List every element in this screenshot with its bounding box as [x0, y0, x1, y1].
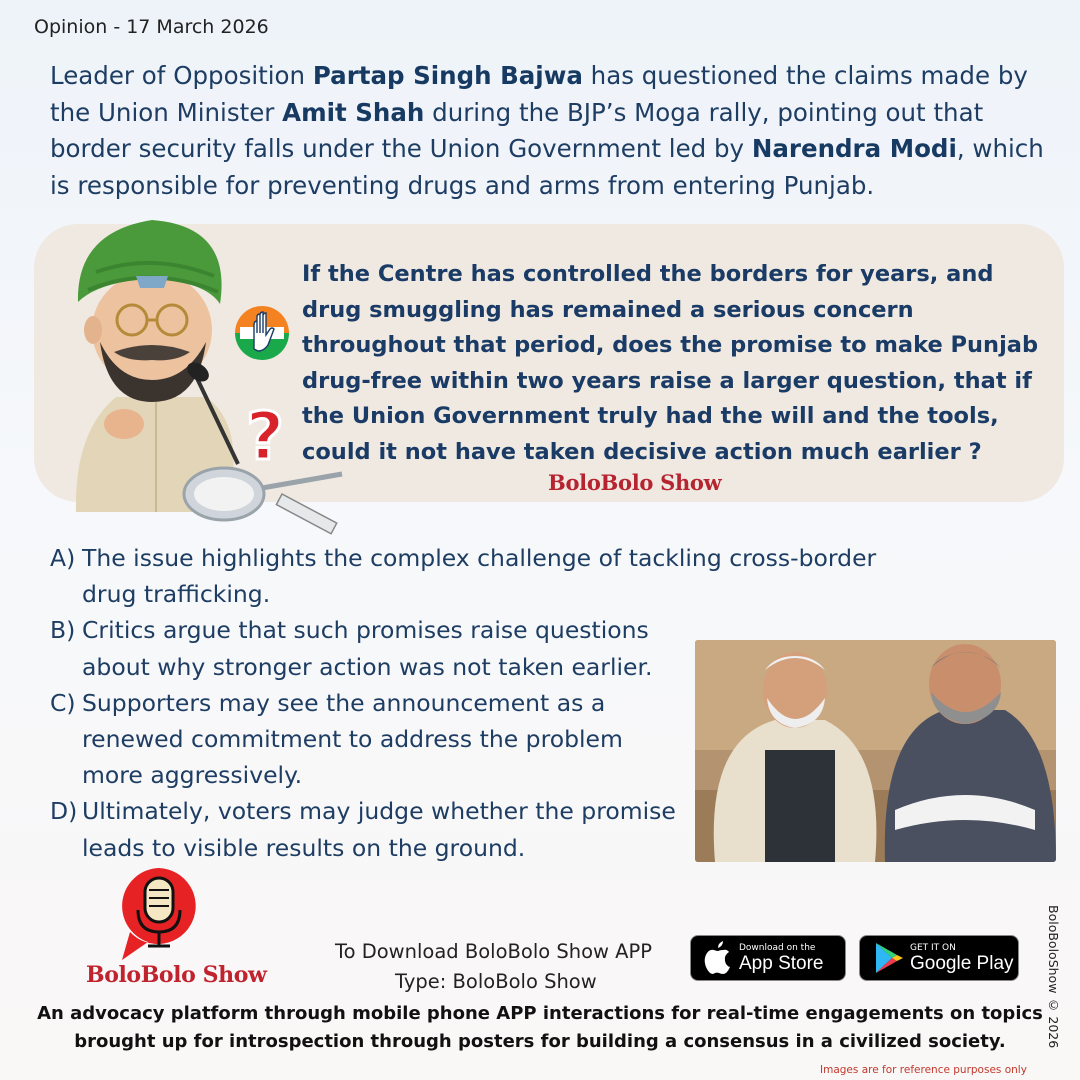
quote-text: If the Centre has controlled the borders for years, and drug smuggling has remained a serious concern throughout that period, does the promise to make Punjab drug-free within two years raise a larger question, that if the Union Government truly had the will and the tools, could it not have taken decisive action much earlier ?	[302, 261, 1039, 465]
leaders-photo	[695, 640, 1056, 862]
copyright-notice: BoloBoloShow © 2026	[1046, 905, 1061, 1049]
person-name-bajwa: Partap Singh Bajwa	[312, 61, 583, 90]
google-play-button[interactable]	[859, 935, 1019, 981]
apple-icon	[699, 938, 735, 978]
google-play-big-label: Google Play	[910, 952, 1014, 974]
app-store-big-label: App Store	[739, 952, 824, 974]
microphone-icon	[118, 866, 200, 962]
google-play-small-label: GET IT ON	[910, 942, 956, 953]
app-store-button[interactable]	[690, 935, 846, 981]
dateline: Opinion - 17 March 2026	[34, 16, 269, 38]
option-d: D) Ultimately, voters may judge whether the promise leads to visible results on the ground.	[50, 797, 676, 862]
option-b: B) Critics argue that such promises raise questions about why stronger action was not taken earlier.	[50, 616, 653, 681]
play-triangle-icon	[870, 940, 906, 976]
person-name-modi: Narendra Modi	[751, 134, 957, 163]
quote-brand-label: BoloBolo Show	[548, 470, 722, 495]
intro-paragraph: Leader of Opposition Partap Singh Bajwa has questioned the claims made by the Union Minister Amit Shah during the BJP’s Moga rally, pointing out that border security falls under the Union Government led by Narendra Modi, which is responsible for preventing drugs and arms from entering Punjab.	[50, 61, 1044, 200]
download-instruction: To Download BoloBolo Show APP	[335, 940, 653, 963]
question-mark-icon	[240, 397, 290, 469]
svg-text:?: ?	[245, 398, 285, 469]
image-disclaimer: Images are for reference purposes only	[820, 1064, 1027, 1076]
option-c: C) Supporters may see the announcement as a renewed commitment to address the problem more aggressively.	[50, 688, 623, 790]
option-a: A) The issue highlights the complex challenge of tackling cross-border drug trafficking.	[50, 544, 877, 609]
hand-symbol-logo	[234, 305, 290, 361]
footer-brand-label: BoloBolo Show	[86, 962, 267, 988]
app-store-small-label: Download on the	[739, 942, 816, 953]
tagline: An advocacy platform through mobile phone APP interactions for real-time engagements on topics brought up for introspection through posters for building a consensus in a civilized society.	[37, 1003, 1043, 1052]
type-instruction: Type: BoloBolo Show	[395, 970, 597, 993]
person-name-shah: Amit Shah	[282, 97, 425, 127]
